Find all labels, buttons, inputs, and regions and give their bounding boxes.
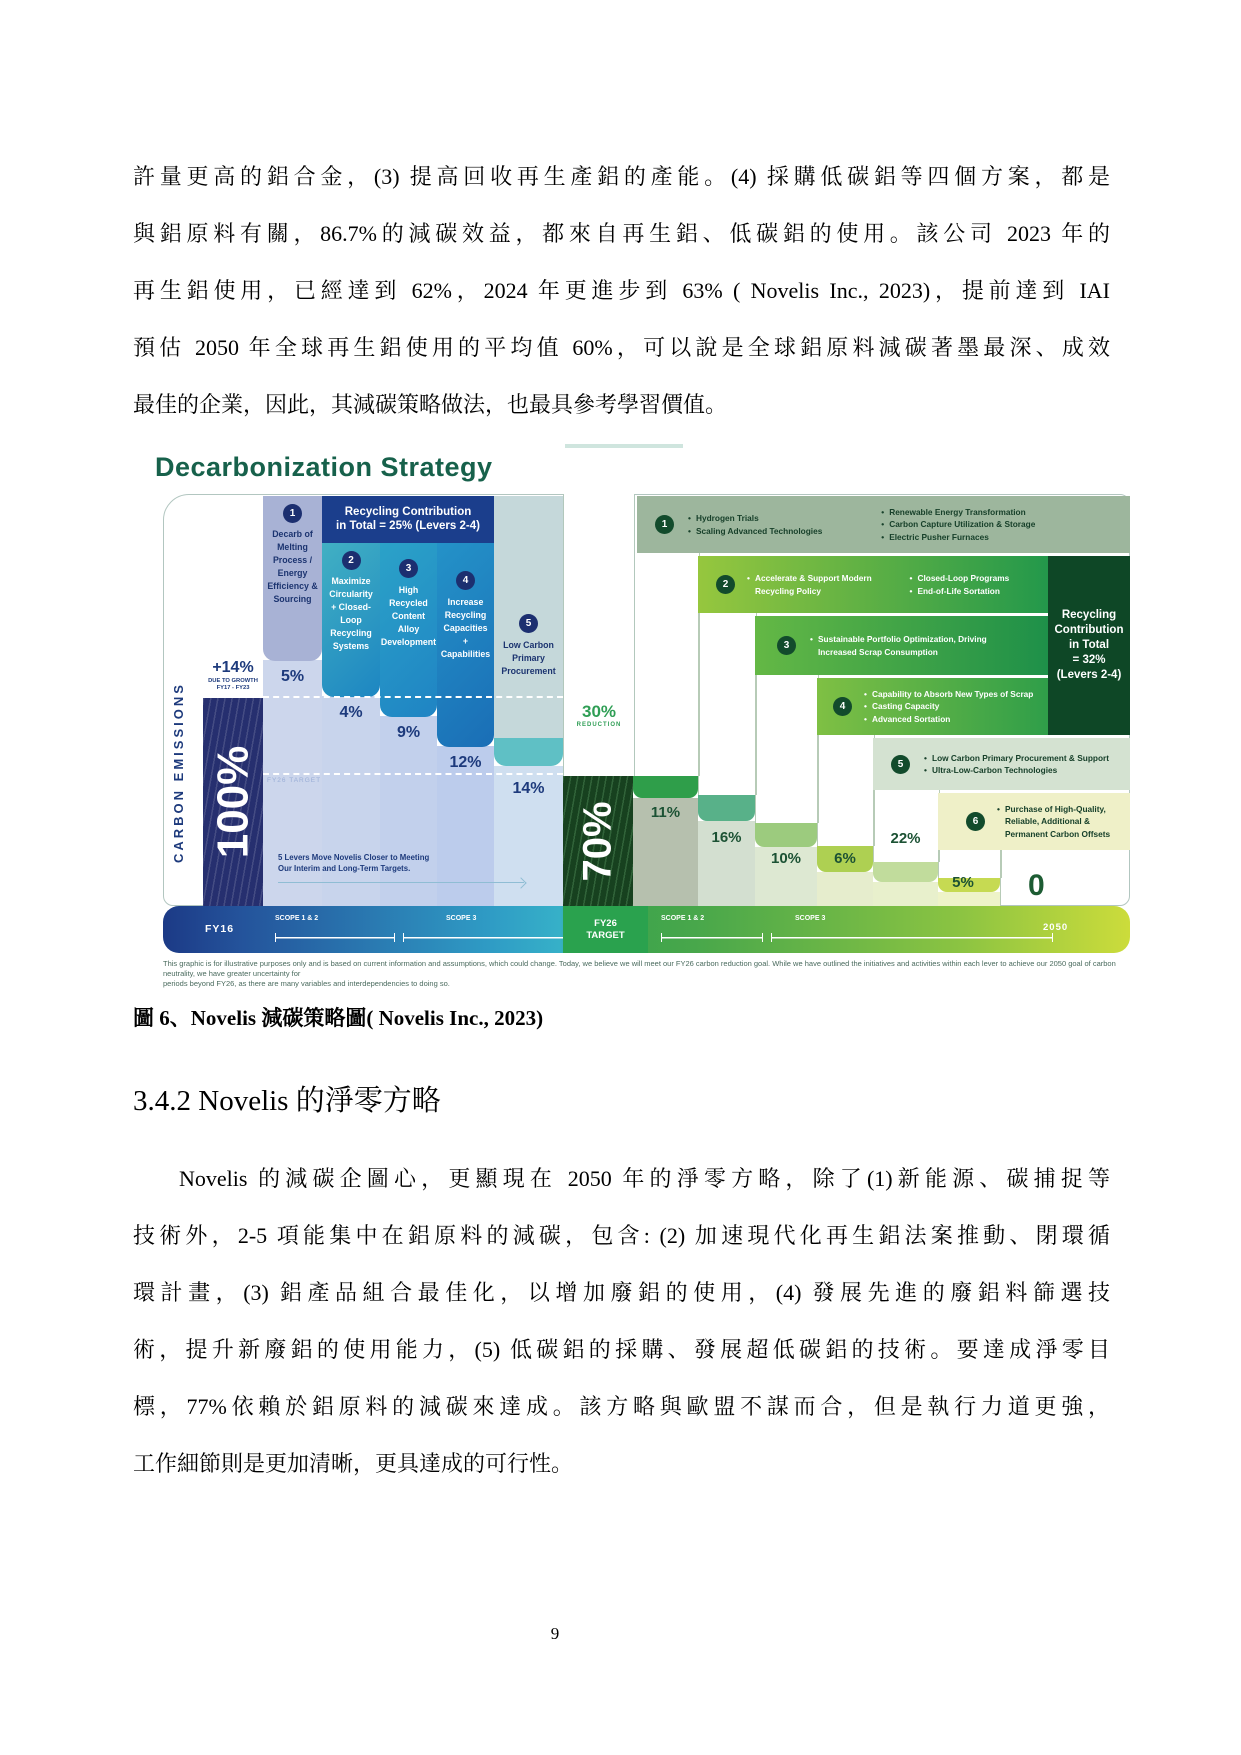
bullet-item: • Advanced Sortation <box>864 713 1044 725</box>
paragraph-line: 工作細節則是更加清晰，更具達成的可行性。 <box>133 1451 574 1476</box>
right-lever-row-3 <box>755 616 1048 675</box>
axis-scope12-left-bracket <box>275 933 395 942</box>
right-lever-6-number: 6 <box>966 812 985 831</box>
fy26-target-dash-label: FY26 TARGET <box>267 777 322 784</box>
bullet-item: • Casting Capacity <box>864 700 1044 712</box>
paragraph-2 <box>133 1150 1110 1492</box>
axis-2050-label: 2050 <box>1043 922 1069 933</box>
paragraph-line: 許量更高的鋁合金，(3) 提高回收再生產鋁的產能。(4) 採購低碳鋁等四個方案，都是 <box>133 164 1110 189</box>
lever-3-label: High Recycled Content Alloy Development <box>380 584 437 648</box>
reduction-value: 30% <box>581 702 617 721</box>
step-body <box>817 872 873 906</box>
recycling-contribution-header-left <box>322 496 494 543</box>
paragraph-1 <box>133 148 1110 433</box>
lever-5-label: Low Carbon Primary Procurement <box>501 639 556 676</box>
paragraph-line: 最佳的企業，因此，其減碳策略做法，也最具參考學習價值。 <box>133 392 728 417</box>
growth-callout <box>203 656 263 698</box>
right-lever-1-bullets-a <box>688 512 855 537</box>
levers-note-line1: 5 Levers Move Novelis Closer to Meeting <box>278 853 430 862</box>
lever-2-label: Maximize Circularity + Closed-Loop Recycling Systems <box>329 575 373 652</box>
step-body <box>698 821 755 906</box>
paragraph-line: 環計畫，(3) 鋁產品組合最佳化，以增加廢鋁的使用，(4) 發展先進的廢鋁料篩選技 <box>133 1280 1110 1305</box>
lever-column-4 <box>437 543 494 747</box>
connector-column <box>698 613 757 795</box>
step-1-pct: 5% <box>280 668 305 685</box>
step-cap <box>755 823 817 847</box>
right-step-3 <box>755 823 817 906</box>
box-line: (Levers 2-4) <box>1056 669 1122 681</box>
lever-column-1 <box>263 496 322 661</box>
connector-column <box>873 790 940 862</box>
box-line: Contribution <box>1054 624 1124 636</box>
levers-note <box>278 852 443 874</box>
connector-column <box>817 735 875 846</box>
paragraph-line: Novelis 的減碳企圖心，更顯現在 2050 年的淨零方略，除了(1)新能源、碳捕捉等 <box>179 1166 1110 1191</box>
x-axis-bar <box>163 906 1130 953</box>
right-lever-1-number: 1 <box>655 515 674 534</box>
bullet-item: • Electric Pusher Furnaces <box>881 531 1130 543</box>
paragraph-line: 技術外，2-5 項能集中在鋁原料的減碳，包含: (2) 加速現代化再生鋁法案推動、閉環循 <box>133 1223 1110 1248</box>
reduction-callout <box>564 702 634 728</box>
figure-caption: 圖 6、Novelis 減碳策略圖( Novelis Inc., 2023) <box>133 1006 544 1030</box>
lever-column-5 <box>494 496 563 738</box>
right-lever-4-bullets <box>864 688 1044 725</box>
axis-fy26-line1: FY26 <box>594 917 617 929</box>
footnote-line2: periods beyond FY26, as there are many variables and interdependencies to doing so. <box>163 979 450 988</box>
step-lever-5-cap <box>494 738 563 766</box>
final-zero-zone <box>1000 850 1131 906</box>
growth-sub1: DUE TO GROWTH <box>208 678 258 684</box>
dashed-line-fy26-target <box>263 773 563 775</box>
step-lever-3 <box>380 716 437 906</box>
axis-scope12-left-label: SCOPE 1 & 2 <box>275 915 319 922</box>
axis-scope3-right-label: SCOPE 3 <box>795 915 826 922</box>
lever-1-label: Decarb of Melting Process / Energy Efficiency & Sourcing <box>267 528 318 605</box>
right-lever-2-number: 2 <box>716 575 735 594</box>
bullet-item: • Ultra-Low-Carbon Technologies <box>924 764 1124 776</box>
fy26-70pct-bar <box>563 776 633 906</box>
axis-scope3-right-bracket <box>771 933 1053 942</box>
right-step-1-pct: 11% <box>650 804 681 821</box>
lever-1-number: 1 <box>283 504 302 523</box>
final-zero-value: 0 <box>1028 869 1045 902</box>
step-lever-2 <box>322 696 380 906</box>
axis-scope3-left-label: SCOPE 3 <box>446 915 477 922</box>
step-body <box>873 882 938 906</box>
right-step-3-pct: 10% <box>770 850 802 867</box>
axis-fy26-target-cell <box>563 906 648 953</box>
right-step-4 <box>817 846 873 906</box>
right-step-6-pct: 5% <box>952 874 974 891</box>
right-step-4-pct: 6% <box>834 850 856 867</box>
axis-fy26-line2: TARGET <box>586 929 625 941</box>
step-cap <box>698 795 755 821</box>
fy26-bar-label: 70% <box>575 800 620 882</box>
step-body <box>938 892 1000 906</box>
right-step-1 <box>633 776 698 906</box>
figure-footnote <box>163 959 1130 989</box>
footnote-line1: This graphic is for illustrative purposes only and is based on current information and assumptions, which could change. Today, we believe we will meet our FY26 carbon reduction goal. While we have outlined the initiatives and activities within each lever to achieve our 2050 goal of carbon neutrality, we have greater uncertainty for <box>163 959 1116 978</box>
figure-decarbonization-strategy <box>155 448 1147 988</box>
right-lever-3-bullets <box>810 633 1025 658</box>
bullet-item: • Closed-Loop Programs <box>909 572 1048 584</box>
right-step-2 <box>698 795 755 906</box>
lever-4-label: Increase Recycling Capacities + Capabilities <box>440 596 491 660</box>
step-lever-5 <box>494 766 563 906</box>
section-heading: 3.4.2 Novelis 的淨零方略 <box>133 1085 441 1117</box>
right-lever-row-6 <box>938 793 1130 850</box>
axis-scope3-left-bracket <box>403 933 577 942</box>
right-lever-1-bullets-b <box>881 506 1130 543</box>
right-lever-6-bullets <box>997 803 1127 840</box>
lever-2-number: 2 <box>342 551 361 570</box>
paragraph-line: 術，提升新廢鋁的使用能力，(5) 低碳鋁的採購、發展超低碳鋁的技術。要達成淨零目 <box>133 1337 1110 1362</box>
axis-scope12-right-label: SCOPE 1 & 2 <box>661 915 705 922</box>
lever-column-3 <box>380 543 437 717</box>
header25-line1: Recycling Contribution <box>344 506 472 518</box>
bullet-item: • Renewable Energy Transformation <box>881 506 1130 518</box>
lever-5-number: 5 <box>519 614 538 633</box>
dashed-line-100pct <box>263 696 563 698</box>
step-2-pct: 4% <box>339 704 363 721</box>
step-4-pct: 12% <box>449 754 482 771</box>
page-number: 9 <box>550 1624 560 1643</box>
right-lever-3-number: 3 <box>777 636 796 655</box>
step-cap <box>633 776 698 798</box>
right-lever-2-bullets-a <box>747 572 895 597</box>
figure-title: Decarbonization Strategy <box>155 452 493 482</box>
right-lever-row-1 <box>637 496 1130 553</box>
box-line: Recycling <box>1061 609 1117 621</box>
step-cap <box>873 862 938 882</box>
right-lever-row-2 <box>698 556 1048 613</box>
header25-line2: in Total = 25% (Levers 2-4) <box>336 520 480 532</box>
recycling-contribution-box-right <box>1048 556 1130 735</box>
paragraph-line: 與鋁原料有關，86.7%的減碳效益，都來自再生鋁、低碳鋁的使用。該公司 2023 年的 <box>133 221 1110 246</box>
bullet-item: Permanent Carbon Offsets <box>1005 828 1111 839</box>
right-step-2-pct: 16% <box>711 829 742 846</box>
right-lever-row-5 <box>873 738 1130 790</box>
y-axis-label: CARBON EMISSIONS <box>171 682 186 864</box>
growth-sub2: FY17 - FY23 <box>216 685 250 691</box>
step-5-pct: 14% <box>512 780 545 797</box>
step-body <box>633 798 698 906</box>
bullet-item: • Purchase of High-Quality, <box>997 803 1127 815</box>
lever-4-number: 4 <box>456 571 475 590</box>
bullet-item: • End-of-Life Sortation <box>909 585 1048 597</box>
bullet-item: • Sustainable Portfolio Optimization, Driving Increased Scrap Consumption <box>810 633 1025 658</box>
paragraph-line: 標，77%依賴於鋁原料的減碳來達成。該方略與歐盟不謀而合，但是執行力道更強， <box>133 1394 1110 1419</box>
baseline-100pct-bar <box>203 698 263 906</box>
axis-fy16-label: FY16 <box>205 923 235 935</box>
right-lever-5-bullets <box>924 752 1124 777</box>
waterfall-chart <box>163 494 1130 906</box>
reduction-label: REDUCTION <box>576 722 622 728</box>
connector-column <box>633 553 700 776</box>
bullet-item: • Scaling Advanced Technologies <box>688 525 855 537</box>
bullet-item: Reliable, Additional & <box>1005 816 1090 827</box>
bullet-item: • Accelerate & Support Modern Recycling Policy <box>747 572 895 597</box>
fy26-column <box>563 494 635 776</box>
box-line: = 32% <box>1072 654 1106 666</box>
axis-scope12-right-bracket <box>661 933 763 942</box>
baseline-bar-label: 100% <box>208 745 258 859</box>
right-step-5 <box>873 862 938 906</box>
bullet-item: • Capability to Absorb New Types of Scrap <box>864 688 1044 700</box>
bullet-item: • Hydrogen Trials <box>688 512 855 524</box>
right-lever-4-number: 4 <box>833 697 852 716</box>
paragraph-line: 再生鋁使用，已經達到 62%，2024 年更進步到 63% ( Novelis Inc., 2023)，提前達到 IAI <box>133 278 1110 303</box>
growth-value: +14% <box>212 659 254 676</box>
box-line: in Total <box>1068 639 1110 651</box>
lever-column-2 <box>322 543 380 697</box>
right-lever-5-number: 5 <box>891 755 910 774</box>
paragraph-line: 預估 2050 年全球再生鋁使用的平均值 60%，可以說是全球鋁原料減碳著墨最深、成效 <box>133 335 1110 360</box>
right-lever-2-bullets-b <box>909 572 1048 597</box>
bullet-item: • Carbon Capture Utilization & Storage <box>881 518 1130 530</box>
connector-column <box>755 675 819 823</box>
bullet-item: • Low Carbon Primary Procurement & Support <box>924 752 1124 764</box>
step-3-pct: 9% <box>396 724 421 741</box>
lever-3-number: 3 <box>399 559 418 578</box>
progress-arrow <box>278 882 524 883</box>
step-body <box>755 847 817 906</box>
right-step-5-pct: 22% <box>890 830 921 847</box>
levers-note-line2: Our Interim and Long-Term Targets. <box>278 864 411 873</box>
right-lever-row-4 <box>817 678 1048 735</box>
